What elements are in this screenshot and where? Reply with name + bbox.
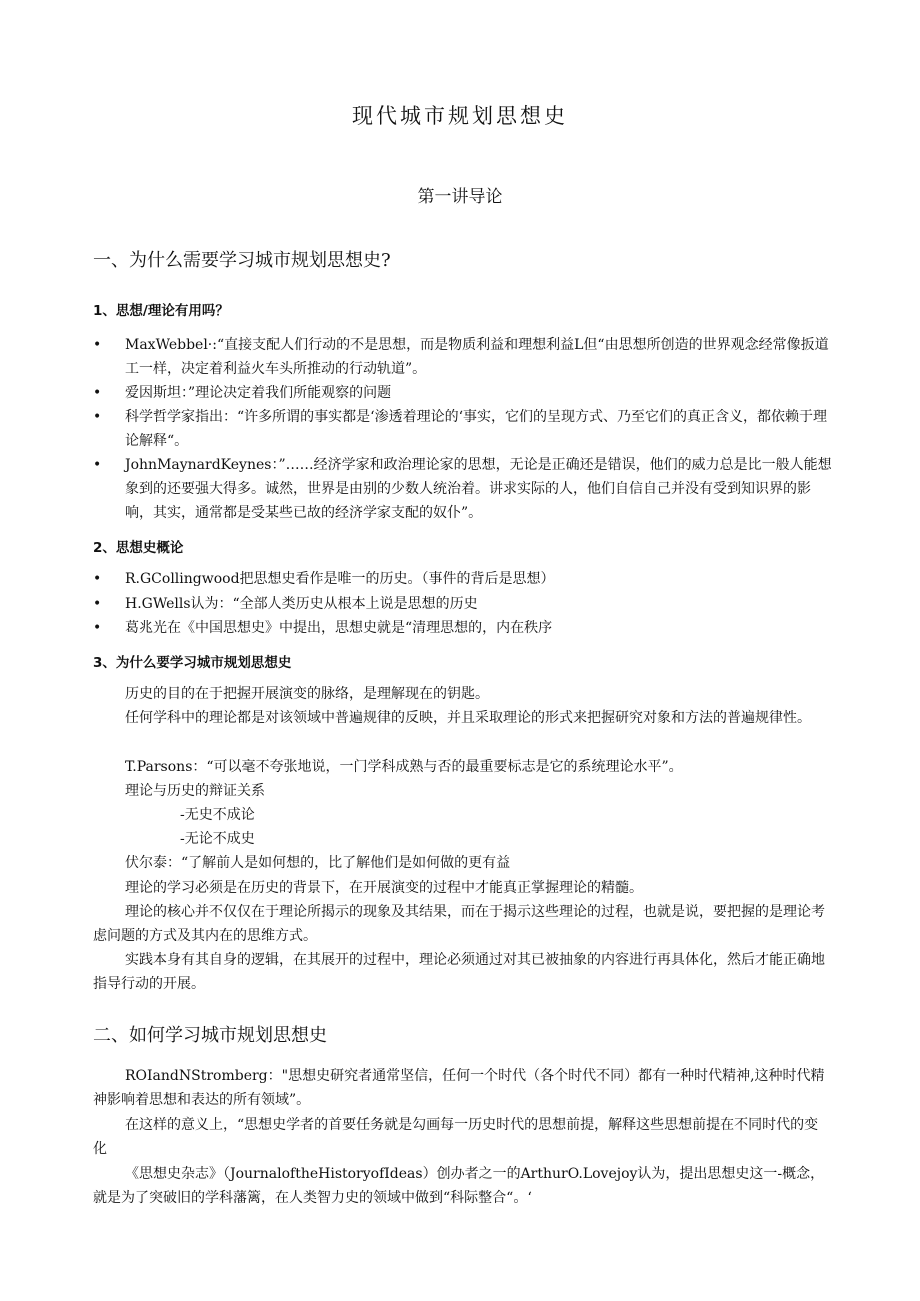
paragraph: -无论不成史 — [180, 831, 255, 847]
list-item — [93, 405, 833, 453]
sub2-heading: 2、思想史概论 — [93, 540, 184, 556]
bullet-icon: • — [93, 409, 102, 425]
paragraph: 理论的学习必须是在历史的背景下，在开展演变的过程中才能真正掌握理论的精髓。 — [125, 880, 643, 896]
paragraph: 在这样的意义上，“思想史学者的首要任务就是勾画每一历史时代的思想前提，解释这些思想前提在不同时代的变化 — [93, 1117, 819, 1157]
paragraph: 历史的目的在于把握开展演变的脉络，是理解现在的钥匙。 — [125, 686, 489, 702]
list-item — [93, 616, 833, 640]
bullet-icon: • — [93, 385, 102, 401]
bullet-text: JohnMaynardKeynes：”……经济学家和政治理论家的思想，无论是正确还是错误，他们的威力总是比一般人能想象到的还要强大得多。诚然，世界是由别的少数人统治着。讲求实际的人，他们自信自己并没有受到知识界的影响，其实，通常都是受某些已故的经济学家支配的奴仆”。 — [125, 457, 832, 521]
paragraph: T.Parsons：“可以毫不夸张地说，一门学科成熟与否的最重要标志是它的系统理论水平”。 — [125, 759, 683, 775]
list-item — [93, 333, 833, 381]
list-item — [93, 453, 833, 525]
paragraph: 理论的核心并不仅仅在于理论所揭示的现象及其结果，而在于揭示这些理论的过程，也就是说，要把握的是理论考虑问题的方式及其内在的思维方式。 — [93, 904, 825, 944]
paragraph: -无史不成论 — [180, 807, 255, 823]
bullet-text: MaxWebbel·:“直接支配人们行动的不是思想，而是物质利益和理想利益L但“由思想所创造的世界观念经常像扳道工一样，决定着利益火车头所推动的行动轨道”。 — [125, 337, 829, 377]
document-title: 现代城市规划思想史 — [352, 104, 568, 128]
bullet-text: 葛兆光在《中国思想史》中提出，思想史就是“清理思想的，内在秩序 — [125, 620, 553, 636]
list-item — [93, 592, 833, 616]
paragraph: 实践本身有其自身的逻辑，在其展开的过程中，理论必须通过对其已被抽象的内容进行再具体化，然后才能正确地指导行动的开展。 — [93, 952, 825, 992]
bullet-icon: • — [93, 457, 102, 473]
bullet-icon: • — [93, 337, 102, 353]
paragraph: ROIandNStromberg："思想史研究者通常坚信，任何一个时代（各个时代不同）都有一种时代精神,这种时代精神影响着思想和表达的所有领域”。 — [93, 1068, 825, 1108]
paragraph: 伏尔泰：“了解前人是如何想的，比了解他们是如何做的更有益 — [125, 855, 511, 871]
bullet-text: 爱因斯坦：”理论决定着我们所能观察的问题 — [125, 385, 392, 401]
sub3-heading: 3、为什么要学习城市规划思想史 — [93, 655, 292, 671]
paragraph: 任何学科中的理论都是对该领域中普遍规律的反映，并且采取理论的形式来把握研究对象和方法的普遍规律性。 — [125, 710, 811, 726]
bullet-text: H.GWells认为：“全部人类历史从根本上说是思想的历史 — [125, 596, 478, 612]
lecture-title: 第一讲导论 — [417, 187, 503, 207]
paragraph: 《思想史杂志》（JournaloftheHistoryofIdeas）创办者之一的ArthurO.Lovejoy认为，提出思想史这一-概念，就是为了突破旧的学科藩篱，在人类智力史的领域中做到“科际整合“。‘ — [93, 1166, 825, 1206]
list-item — [93, 567, 833, 591]
paragraph: 理论与历史的辩证关系 — [125, 783, 265, 799]
list-item — [93, 381, 833, 405]
bullet-text: 科学哲学家指出：“许多所谓的事实都是‘渗透着理论的‘事实，它们的呈现方式、乃至它们的真正含义，都依赖于理论解释“。 — [125, 409, 828, 449]
section2-heading: 二、如何学习城市规划思想史 — [93, 1025, 327, 1046]
bullet-icon: • — [93, 571, 102, 587]
bullet-icon: • — [93, 620, 102, 636]
bullet-text: R.GCollingwood把思想史看作是唯一的历史。（事件的背后是思想） — [125, 571, 555, 587]
sub1-heading: 1、思想/理论有用吗？ — [93, 303, 229, 319]
bullet-icon: • — [93, 596, 102, 612]
section1-heading: 一、为什么需要学习城市规划思想史? — [93, 250, 391, 271]
